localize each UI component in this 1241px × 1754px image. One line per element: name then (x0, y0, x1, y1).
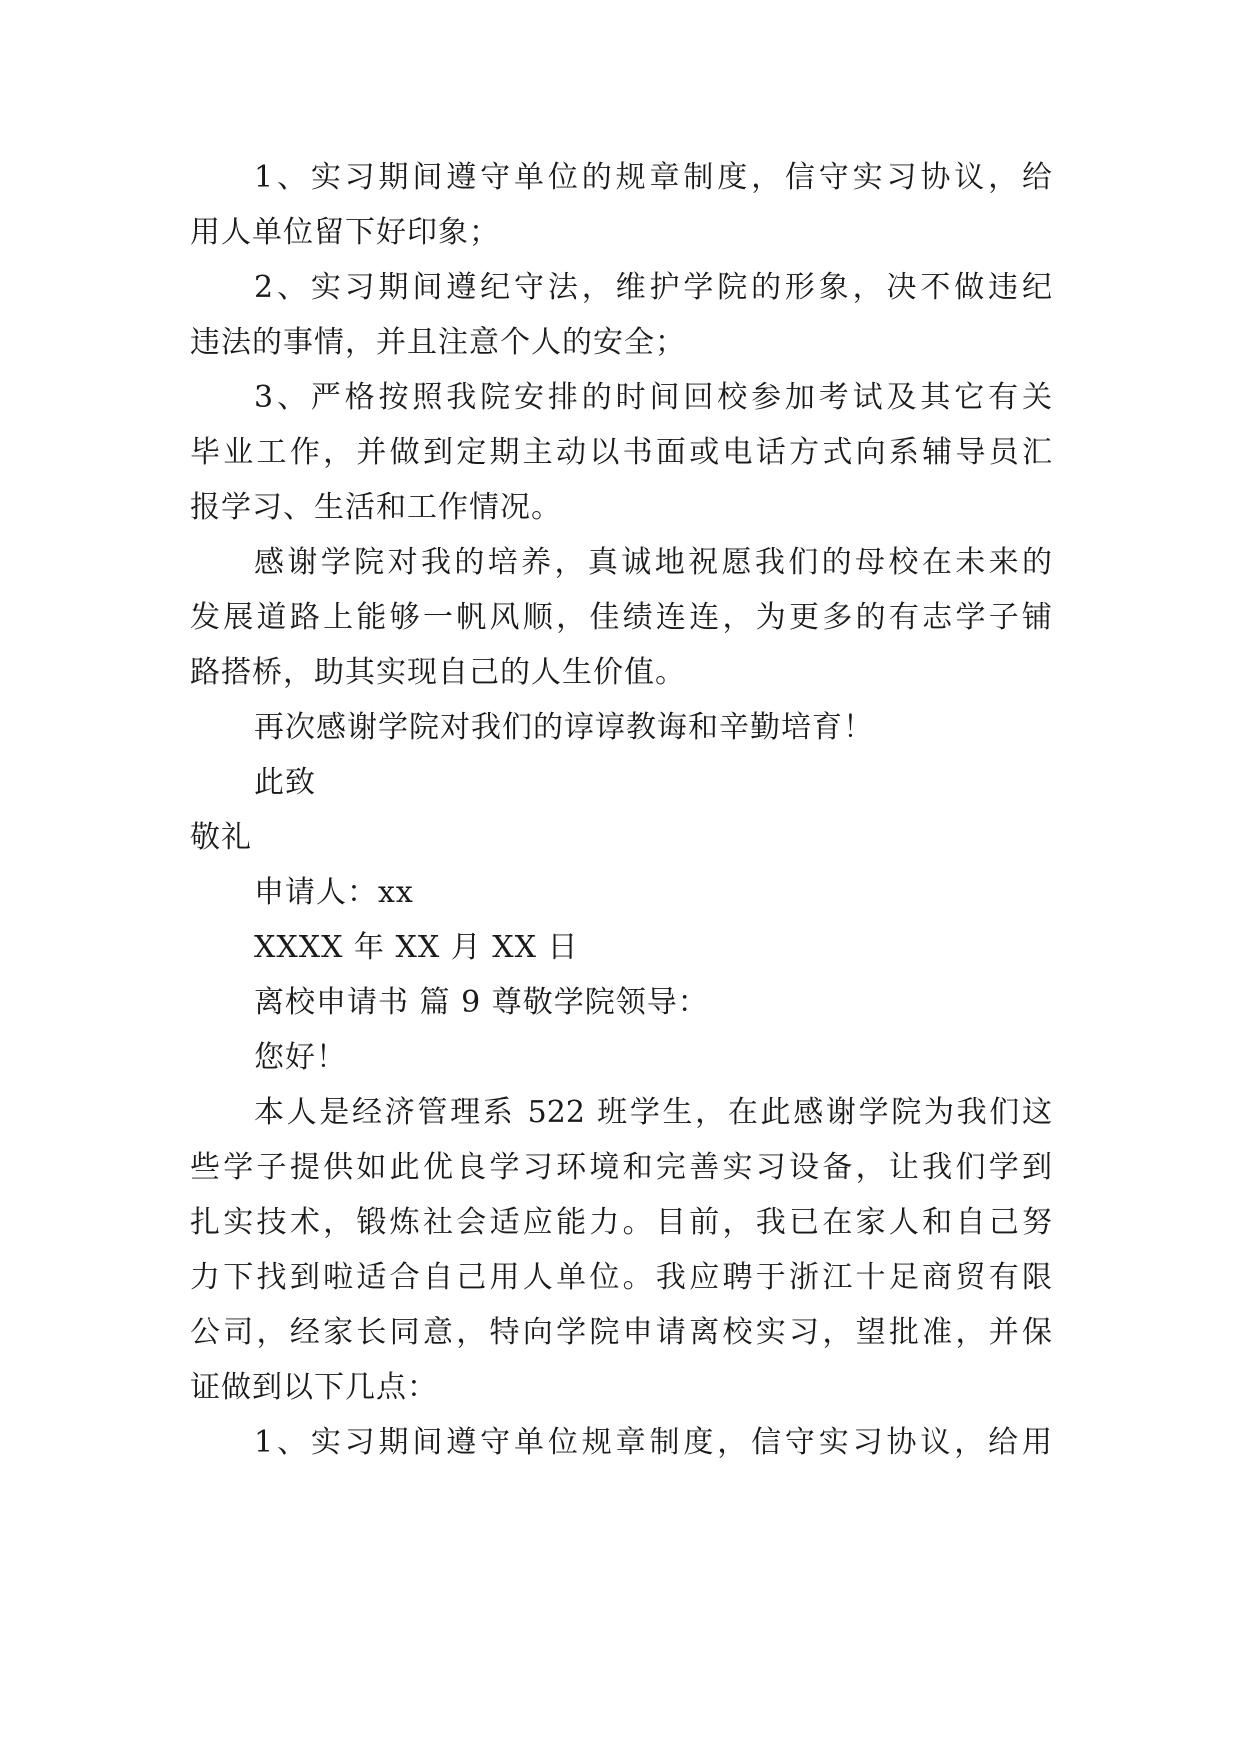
text-line: 力下找到啦适合自己用人单位。我应聘于浙江十足商贸有限 (190, 1260, 1052, 1295)
text-line: 发展道路上能够一帆风顺，佳绩连连，为更多的有志学子铺 (190, 600, 1052, 635)
text-line: 毕业工作，并做到定期主动以书面或电话方式向系辅导员汇 (190, 435, 1052, 470)
signature-date: XXXX 年 XX 月 XX 日 (254, 930, 579, 965)
text-line: 公司，经家长同意，特向学院申请离校实习，望批准，并保 (190, 1315, 1052, 1350)
text-line: 用人单位留下好印象； (190, 215, 500, 250)
salutation-respect: 敬礼 (190, 820, 252, 855)
section-heading: 离校申请书 篇 9 尊敬学院领导： (254, 985, 709, 1020)
greeting: 您好！ (254, 1040, 347, 1075)
text-line: 再次感谢学院对我们的谆谆教诲和辛勤培育！ (254, 710, 874, 745)
text-line: 1、实习期间遵守单位的规章制度，信守实习协议，给 (254, 160, 1052, 195)
text-line: 证做到以下几点： (190, 1370, 438, 1405)
text-line: 1、实习期间遵守单位规章制度，信守实习协议，给用 (254, 1425, 1052, 1460)
text-line: 路搭桥，助其实现自己的人生价值。 (190, 655, 686, 690)
text-line: 感谢学院对我的培养，真诚地祝愿我们的母校在未来的 (254, 545, 1052, 580)
applicant-name: 申请人：xx (254, 875, 414, 910)
text-line: 报学习、生活和工作情况。 (190, 490, 562, 525)
text-line: 2、实习期间遵纪守法，维护学院的形象，决不做违纪 (254, 270, 1052, 305)
salutation-closing: 此致 (254, 765, 316, 800)
text-line: 本人是经济管理系 522 班学生，在此感谢学院为我们这 (254, 1095, 1052, 1130)
text-line: 扎实技术，锻炼社会适应能力。目前，我已在家人和自己努 (190, 1205, 1052, 1240)
text-line: 些学子提供如此优良学习环境和完善实习设备，让我们学到 (190, 1150, 1052, 1185)
text-line: 违法的事情，并且注意个人的安全； (190, 325, 686, 360)
text-line: 3、严格按照我院安排的时间回校参加考试及其它有关 (254, 380, 1052, 415)
